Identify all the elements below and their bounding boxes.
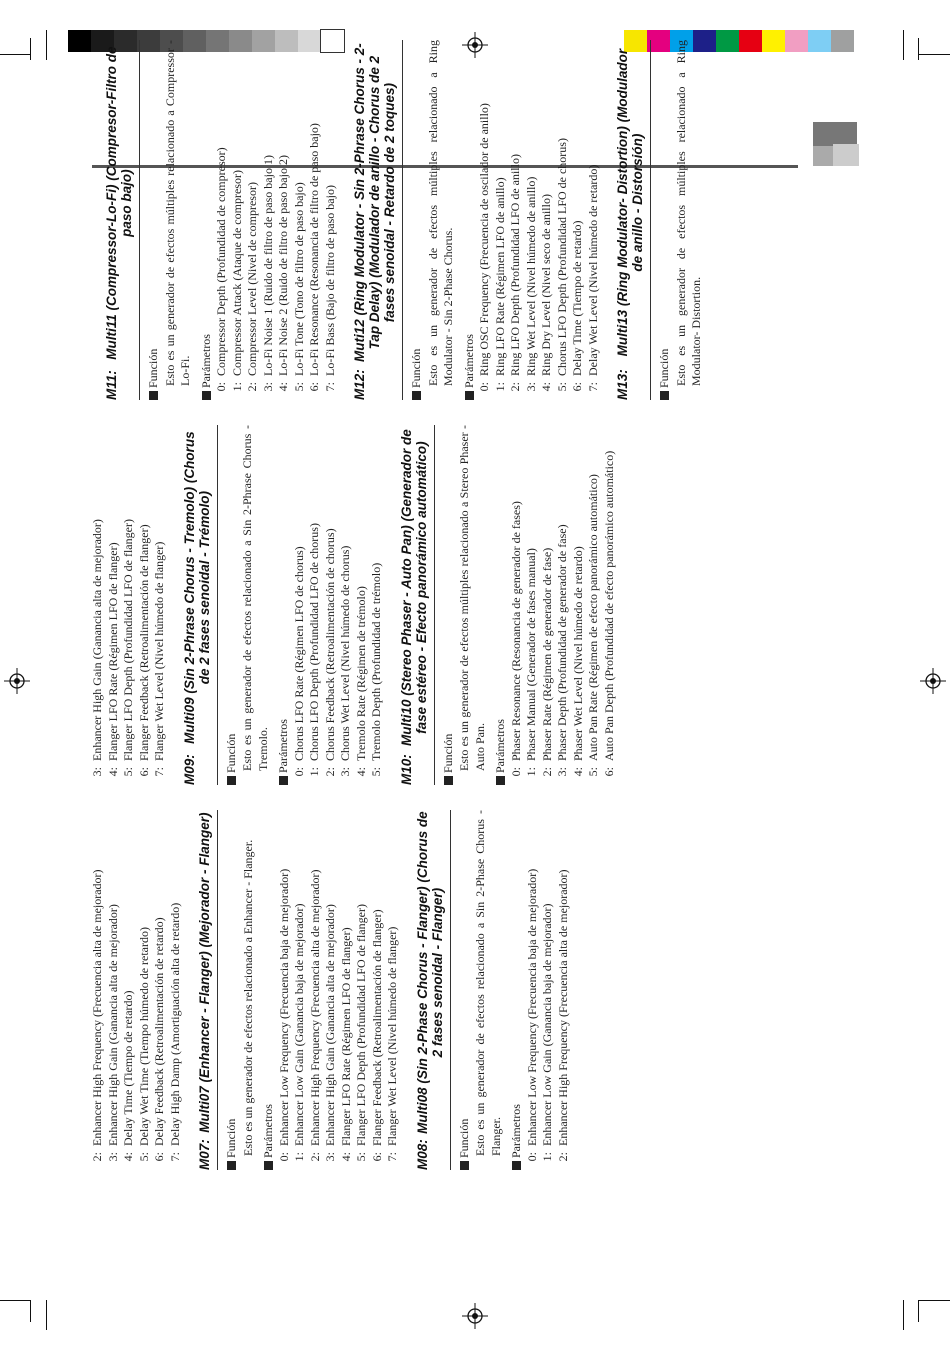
- parameter-number: 4:: [539, 382, 553, 392]
- section-title: Multi11 (Compressor-Lo-Fi) (Compresor-Filtro de paso bajo): [104, 46, 134, 360]
- parameter-number: 4:: [105, 767, 120, 777]
- parameter-list: [90, 810, 183, 1170]
- parameter-number: 7:: [385, 1152, 399, 1162]
- parameter-text: Phaser Depth (Profundidad de generador de fase): [555, 524, 569, 761]
- parameter-item: [370, 810, 386, 1170]
- parameter-number: 1:: [492, 382, 507, 392]
- parameter-text: Lo-Fi Resonance (Resonancia de filtro de paso bajo): [307, 123, 321, 376]
- section-heading: [615, 40, 651, 400]
- parameter-item: [540, 425, 556, 785]
- parameter-number: 5:: [554, 382, 569, 392]
- parameter-item: [106, 810, 122, 1170]
- parameter-text: Delay Wet Time (Tiempo húmedo de retardo): [136, 926, 151, 1146]
- square-bullet-icon: [202, 391, 211, 400]
- parameter-item: [555, 425, 571, 785]
- square-bullet-icon: [279, 776, 288, 785]
- parameter-item: [121, 425, 137, 785]
- crop-mark-top-right-v2: [918, 38, 919, 60]
- registration-mark-left: [4, 668, 30, 694]
- parameter-item: [602, 425, 618, 785]
- parameter-number: 2:: [90, 1152, 104, 1162]
- parameter-list: [214, 40, 338, 400]
- parameter-item: [214, 40, 230, 400]
- crop-mark-bottom-left-h: [0, 1300, 30, 1301]
- parameter-text: Phaser Manual (Generador de fases manual): [524, 548, 538, 761]
- parameter-text: Delay Wet Level (Nivel húmedo de retardo): [585, 164, 600, 376]
- parameter-item: [556, 810, 572, 1170]
- parameter-text: Compressor Level (Nivel de compresor): [245, 182, 259, 376]
- parameter-item: [539, 40, 555, 400]
- registration-mark-bottom: [462, 1303, 488, 1329]
- subsection-text: Parámetros: [276, 719, 290, 773]
- parameter-item: [292, 425, 308, 785]
- function-description: Esto es un generador de efectos múltiples relacionado a Compressor - Lo-Fi.: [162, 40, 192, 386]
- parameter-number: 2:: [307, 1152, 322, 1162]
- parameter-number: 6:: [136, 767, 151, 777]
- parameter-item: [385, 810, 401, 1170]
- parameter-number: 0:: [276, 1152, 291, 1162]
- parameter-item: [525, 810, 541, 1170]
- crop-mark-top-right-h: [918, 54, 950, 55]
- parameter-text: Lo-Fi Noise 2 (Ruido de filtro de paso bajo 2): [276, 155, 290, 376]
- section-heading: [104, 40, 140, 400]
- subsection-label: [199, 40, 215, 400]
- subsection-label: [146, 40, 162, 400]
- parameter-text: Tremolo Depth (Profundidad de trémolo): [369, 562, 383, 761]
- parameter-item: [90, 425, 106, 785]
- function-description: Esto es un generador de efectos relacionado a Enhancer - Flanger.: [240, 839, 255, 1156]
- square-bullet-icon: [496, 776, 505, 785]
- parameter-number: 5:: [121, 767, 135, 777]
- parameter-text: Chorus LFO Depth (Profundidad LFO de chorus): [307, 523, 321, 761]
- parameter-text: Auto Pan Rate (Régimen de efecto panorámico automático): [586, 474, 600, 761]
- square-bullet-icon: [460, 1161, 469, 1170]
- parameter-text: Ring OSC Frequency (Frecuencia de oscilador de anillo): [477, 103, 491, 376]
- subsection-label: [509, 810, 525, 1170]
- parameter-number: 1:: [229, 382, 244, 392]
- crop-mark-top-right-v: [903, 30, 904, 60]
- parameter-number: 0:: [214, 382, 228, 392]
- parameter-list: [525, 810, 572, 1170]
- parameter-item: [292, 40, 308, 400]
- parameter-item: [586, 425, 602, 785]
- parameter-text: Auto Pan Depth (Profundidad de efecto panorámico automático): [601, 450, 616, 761]
- parameter-number: 5:: [136, 1152, 151, 1162]
- parameter-text: Enhancer High Gain (Ganancia alta de mejorador): [323, 904, 337, 1146]
- parameter-number: 1:: [524, 767, 538, 777]
- parameter-number: 0:: [508, 767, 523, 777]
- square-bullet-icon: [149, 391, 158, 400]
- parameter-text: Flanger Feedback (Retroalimentación de flanger): [369, 909, 384, 1146]
- process-color-swatch: [831, 30, 854, 52]
- parameter-item: [230, 40, 246, 400]
- parameter-item: [307, 40, 323, 400]
- parameter-number: 5:: [291, 382, 306, 392]
- parameter-text: Compressor Attack (Ataque de compresor): [229, 170, 244, 376]
- parameter-item: [276, 40, 292, 400]
- parameter-number: 6:: [369, 1152, 384, 1162]
- square-bullet-icon: [227, 1161, 236, 1170]
- section-code: M12:: [352, 369, 367, 400]
- parameter-number: 7:: [585, 382, 600, 392]
- parameter-item: [524, 425, 540, 785]
- parameter-text: Enhancer High Gain (Ganancia alta de mejorador): [105, 904, 120, 1146]
- parameter-item: [261, 40, 277, 400]
- subsection-text: Función: [409, 348, 423, 388]
- parameter-text: Chorus LFO Depth (Profundidad LFO de chorus): [554, 138, 569, 376]
- parameter-item: [168, 810, 184, 1170]
- parameter-number: 1:: [540, 1152, 554, 1162]
- parameter-number: 4:: [276, 382, 290, 392]
- parameter-text: Ring LFO Rate (Régimen LFO de anillo): [492, 177, 507, 376]
- parameter-list: [292, 425, 385, 785]
- parameter-number: 1:: [292, 1152, 306, 1162]
- parameter-item: [555, 40, 571, 400]
- parameter-text: Flanger Feedback (Retroalimentación de flanger): [136, 524, 151, 761]
- parameter-list: [90, 425, 168, 785]
- subsection-label: [409, 40, 425, 400]
- parameter-number: 0:: [524, 1152, 539, 1162]
- parameter-text: Flanger LFO Depth (Profundidad LFO de flanger): [121, 519, 135, 761]
- parameter-text: Compressor Depth (Profundidad de compresor): [214, 147, 228, 376]
- parameter-item: [339, 810, 355, 1170]
- subsection-label: [276, 425, 292, 785]
- subsection-label: [657, 40, 673, 400]
- subsection-text: Parámetros: [198, 334, 213, 388]
- subsection-text: Parámetros: [493, 719, 507, 773]
- section-code: M07:: [197, 1139, 212, 1170]
- section-title: Multi07 (Enhancer - Flanger) (Mejorador - Flanger): [197, 812, 212, 1133]
- parameter-text: Enhancer Low Gain (Ganancia baja de mejorador): [540, 903, 554, 1146]
- subsection-text: Función: [223, 733, 238, 773]
- parameter-item: [586, 40, 602, 400]
- parameter-number: 2:: [555, 1152, 570, 1162]
- section-code: M13:: [615, 369, 630, 400]
- section-title: Multi08 (Sin 2-Phase Chorus - Flanger) (Chorus de 2 fases senoidal - Flanger): [414, 811, 445, 1134]
- parameter-item: [493, 40, 509, 400]
- column-1: [90, 810, 571, 1170]
- parameter-text: Ring Dry Level (Nivel seco de anillo): [539, 194, 553, 376]
- subsection-label: [224, 425, 240, 785]
- rotated-page-content: [90, 30, 820, 1170]
- parameter-number: 4:: [353, 767, 368, 777]
- parameter-list: [509, 425, 618, 785]
- square-bullet-icon: [264, 1161, 273, 1170]
- parameter-item: [369, 425, 385, 785]
- subsection-text: Función: [456, 1118, 471, 1158]
- parameter-item: [90, 810, 106, 1170]
- parameter-item: [570, 40, 586, 400]
- parameter-number: 5:: [586, 767, 600, 777]
- parameter-text: Delay Time (Tiempo de retardo): [570, 220, 584, 376]
- parameter-item: [245, 40, 261, 400]
- parameter-item: [292, 810, 308, 1170]
- parameter-text: Flanger Wet Level (Nivel húmedo de flanger): [152, 541, 166, 761]
- parameter-item: [524, 40, 540, 400]
- parameter-text: Flanger Wet Level (Nivel húmedo de flanger): [385, 926, 399, 1146]
- subsection-text: Parámetros: [461, 334, 476, 388]
- section-heading: [352, 40, 403, 400]
- parameter-item: [323, 40, 339, 400]
- square-bullet-icon: [412, 391, 421, 400]
- function-description: Esto es un generador de efectos múltiples relacionado a Stereo Phaser - Auto Pan.: [457, 425, 487, 771]
- registration-mark-right: [920, 668, 946, 694]
- section-title: Multi13 (Ring Modulator- Distortion) (Modulador de anillo - Distorsión): [615, 48, 645, 357]
- subsection-label: [457, 810, 473, 1170]
- subsection-text: Función: [440, 733, 455, 773]
- crop-mark-bottom-right-v2: [918, 1300, 919, 1322]
- crop-mark-top-left-h: [0, 54, 30, 55]
- parameter-number: 4:: [570, 767, 585, 777]
- parameter-text: Flanger LFO Depth (Profundidad LFO de flanger): [354, 904, 368, 1146]
- column-3: [90, 40, 708, 400]
- section-heading: [399, 425, 435, 785]
- parameter-item: [354, 810, 370, 1170]
- parameter-number: 2:: [508, 382, 522, 392]
- parameter-number: 1:: [307, 767, 321, 777]
- subsection-text: Función: [657, 348, 671, 388]
- square-bullet-icon: [512, 1161, 521, 1170]
- parameter-number: 2:: [539, 767, 554, 777]
- parameter-text: Chorus Feedback (Retroalimentación de chorus): [322, 528, 337, 761]
- function-description: Esto es un generador de efectos relacionado a Sin 2-Phrase Chorus - Tremolo.: [240, 425, 270, 771]
- function-description: Esto es un generador de efectos múltiples relacionado a Ring Modulator - Sin 2-Phase Chorus.: [425, 40, 455, 386]
- parameter-number: 3:: [105, 1152, 120, 1162]
- parameter-text: Enhancer Low Frequency (Frecuencia baja de mejorador): [276, 868, 291, 1146]
- grayscale-swatch: [68, 30, 91, 52]
- parameter-item: [152, 425, 168, 785]
- subsection-text: Función: [224, 1118, 238, 1158]
- parameter-item: [121, 810, 137, 1170]
- parameter-number: 5:: [369, 767, 383, 777]
- parameter-text: Ring Wet Level (Nivel húmedo de anillo): [523, 176, 538, 376]
- parameter-item: [323, 425, 339, 785]
- parameter-item: [307, 425, 323, 785]
- parameter-text: Delay Feedback (Retroalimentación de retardo): [152, 917, 166, 1146]
- parameter-number: 3:: [523, 382, 538, 392]
- section-code: M09:: [181, 754, 197, 785]
- crop-mark-bottom-left-v: [46, 1300, 47, 1330]
- parameter-number: 6:: [570, 382, 584, 392]
- parameter-number: 0:: [477, 382, 491, 392]
- subsection-text: Función: [146, 348, 160, 388]
- parameter-item: [277, 810, 293, 1170]
- parameter-number: 6:: [307, 382, 321, 392]
- square-bullet-icon: [444, 776, 453, 785]
- section-code: M08:: [414, 1139, 430, 1170]
- parameter-item: [354, 425, 370, 785]
- crop-mark-top-left-v: [46, 30, 47, 60]
- parameter-text: Enhancer Low Frequency (Frecuencia baja de mejorador): [524, 868, 539, 1146]
- parameter-text: Phaser Wet Level (Nivel húmedo de retardo): [570, 546, 585, 761]
- parameter-text: Tremolo Rate (Régimen de trémolo): [353, 586, 368, 761]
- parameter-number: 6:: [601, 767, 616, 777]
- parameter-text: Phaser Rate (Régimen de generador de fase): [539, 547, 554, 761]
- section-title: Muti12 (Ring Modulator - Sin 2-Phrase Chorus - 2-Tap Delay) (Modulador de anillo - Chorus de 2 fases senoidal - Retardo de 2 toques): [352, 43, 397, 363]
- subsection-text: Parámetros: [509, 1104, 523, 1158]
- square-bullet-icon: [227, 776, 236, 785]
- function-description: Esto es un generador de efectos relacionado a Sin 2-Phase Chorus - Flanger.: [473, 810, 503, 1156]
- parameter-item: [308, 810, 324, 1170]
- parameter-list: [477, 40, 601, 400]
- subsection-label: [261, 810, 277, 1170]
- subsection-text: Parámetros: [261, 1104, 275, 1158]
- parameter-text: Flanger LFO Rate (Régimen LFO de flanger): [105, 542, 120, 761]
- parameter-text: Enhancer High Frequency (Frecuencia alta de mejorador): [555, 869, 570, 1146]
- parameter-text: Lo-Fi Tone (Tono de filtro de paso bajo): [291, 182, 306, 376]
- section-title: Multi10 (Stereo Phaser - Auto Pan) (Generador de fase estéreo - Efecto panorámico automático): [398, 429, 429, 747]
- parameter-item: [540, 810, 556, 1170]
- parameter-item: [477, 40, 493, 400]
- parameter-number: 3:: [90, 767, 104, 777]
- square-bullet-icon: [660, 391, 669, 400]
- parameter-item: [508, 40, 524, 400]
- parameter-item: [323, 810, 339, 1170]
- crop-mark-top-left-v2: [30, 38, 31, 60]
- parameter-number: 2:: [322, 767, 337, 777]
- parameter-text: Chorus LFO Rate (Régimen LFO de chorus): [291, 546, 306, 761]
- parameter-item: [338, 425, 354, 785]
- parameter-item: [137, 810, 153, 1170]
- parameter-number: 7:: [152, 767, 166, 777]
- parameter-text: Ring LFO Depth (Profundidad LFO de anillo): [508, 154, 522, 376]
- parameter-number: 5:: [354, 1152, 368, 1162]
- parameter-text: Delay High Damp (Amortiguación alta de retardo): [167, 902, 182, 1146]
- parameter-text: Enhancer High Frequency (Frecuencia alta de mejorador): [307, 869, 322, 1146]
- parameter-item: [137, 425, 153, 785]
- parameter-number: 7:: [167, 1152, 182, 1162]
- subsection-label: [441, 425, 457, 785]
- parameter-number: 3:: [555, 767, 569, 777]
- parameter-text: Enhancer High Gain (Ganancia alta de mejorador): [90, 519, 104, 761]
- parameter-text: Enhancer High Frequency (Frecuencia alta de mejorador): [90, 869, 104, 1146]
- section-title: Multi09 (Sin 2-Phrase Chorus - Tremolo) (Chorus de 2 fases senoidal - Trémolo): [181, 431, 212, 744]
- parameter-text: Delay Time (Tiempo de retardo): [121, 990, 135, 1146]
- square-bullet-icon: [465, 391, 474, 400]
- parameter-number: 4:: [121, 1152, 135, 1162]
- subsection-label: [493, 425, 509, 785]
- chapter-tab-light: [833, 144, 859, 166]
- parameter-number: 4:: [338, 1152, 353, 1162]
- crop-mark-bottom-left-v2: [30, 1300, 31, 1322]
- subsection-label: [224, 810, 240, 1170]
- parameter-text: Flanger LFO Rate (Régimen LFO de flanger): [338, 927, 353, 1146]
- parameter-list: [277, 810, 401, 1170]
- parameter-text: Lo-Fi Noise 1 (Ruido de filtro de paso bajo 1): [260, 155, 275, 376]
- parameter-number: 7:: [322, 382, 337, 392]
- parameter-text: Phaser Resonance (Resonancia de generador de fases): [508, 501, 523, 761]
- section-heading: [415, 810, 451, 1170]
- function-description: Esto es un generador de efectos múltiples relacionado a Ring Modulator- Distortion.: [673, 40, 703, 386]
- parameter-item: [571, 425, 587, 785]
- parameter-number: 6:: [152, 1152, 166, 1162]
- section-code: M11:: [104, 370, 119, 400]
- parameter-text: Chorus Wet Level (Nivel húmedo de chorus): [338, 545, 352, 761]
- parameter-number: 3:: [338, 767, 352, 777]
- parameter-number: 3:: [323, 1152, 337, 1162]
- parameter-number: 2:: [245, 382, 259, 392]
- parameter-text: Lo-Fi Bass (Bajo de filtro de paso bajo): [322, 185, 337, 376]
- parameter-number: 3:: [260, 382, 275, 392]
- column-2: [90, 425, 617, 785]
- crop-mark-bottom-right-h: [918, 1300, 950, 1301]
- subsection-label: [462, 40, 478, 400]
- parameter-text: Enhancer Low Gain (Ganancia baja de mejorador): [292, 903, 306, 1146]
- section-code: M10:: [398, 754, 414, 785]
- section-heading: [197, 810, 218, 1170]
- parameter-item: [106, 425, 122, 785]
- section-heading: [182, 425, 218, 785]
- parameter-item: [152, 810, 168, 1170]
- crop-mark-bottom-right-v: [903, 1300, 904, 1330]
- parameter-number: 0:: [291, 767, 306, 777]
- parameter-item: [509, 425, 525, 785]
